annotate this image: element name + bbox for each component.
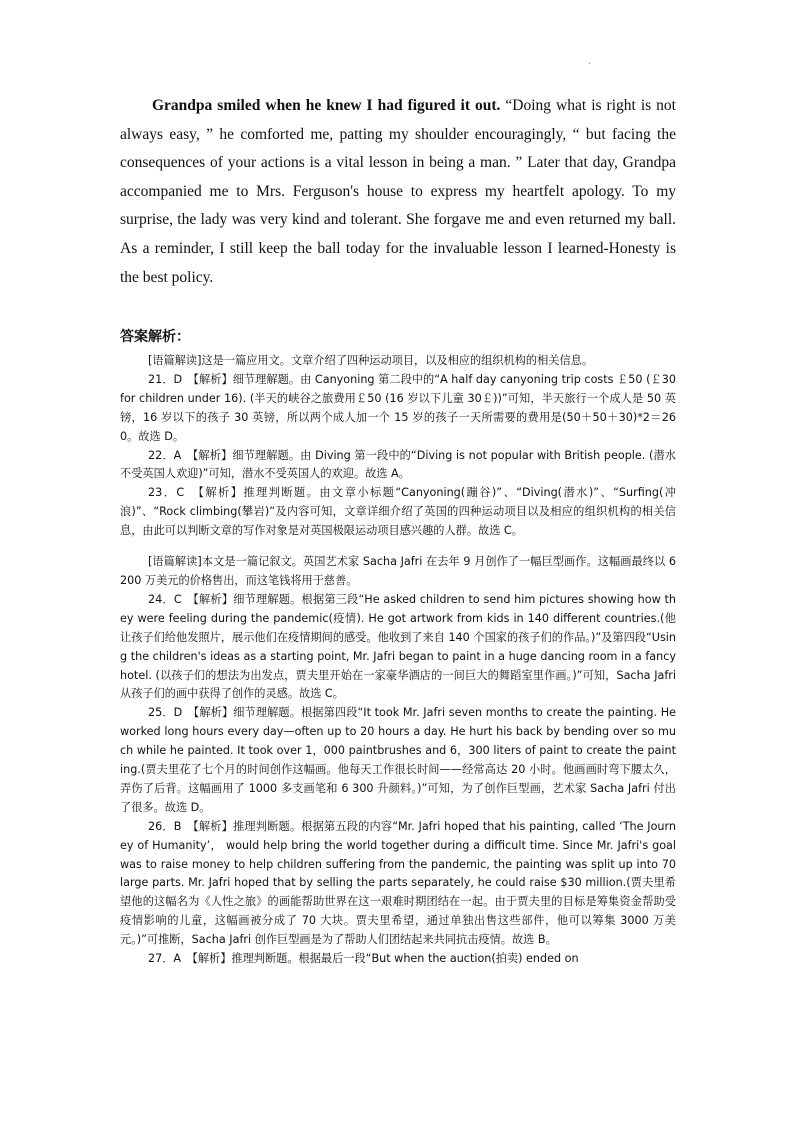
- page-mark: .: [588, 56, 592, 67]
- answer-26: 26．B 【解析】推理判断题。根据第五段的内容“Mr. Jafri hoped that his painting, called ‘The Journey of Humanity’， would help bring the world together during a difficult time. Since Mr. Jafri's goal was to raise money to help children suffering from the pandemic, the painting was split up into 70 large parts. Mr. Jafri hoped that by selling the parts separately, he could raise $30 million.(贾夫里希望他的这幅名为《人性之旅》的画能帮助世界在这一艰难时期团结在一起。由于贾夫里的目标是筹集资金帮助受疫情影响的儿童，这幅画被分成了 70 大块。贾夫里希望，通过单独出售这些部件，他可以筹集 3000 万美元。)”可推断，Sacha Jafri 创作巨型画是为了帮助人们团结起来共同抗击疫情。故选 B。: [120, 819, 676, 947]
- answer-analysis: [120, 352, 676, 969]
- story-text: “Doing what is right is not always easy, ” he comforted me, patting my shoulder encouragingly, “ but facing the consequences of your actions is a vital lesson in being a man. ” Later that day, Grandpa accompanied me to Mrs. Ferguson's house to express my heartfelt apology. To my surprise, the lady was very kind and tolerant. She forgave me and even returned my ball. As a reminder, I still keep the ball today for the invaluable lesson I learned-Honesty is the best policy.: [120, 97, 676, 286]
- answer-27: 27．A 【解析】推理判断题。根据最后一段“But when the auction(拍卖) ended on: [148, 952, 579, 966]
- answer-21: 21．D 【解析】细节理解题。由 Canyoning 第二段中的“A half day canyoning trip costs ￡50 (￡30 for children under 16). (半天的峡谷之旅费用￡50 (16 岁以下儿童 30￡))”可知，半天旅行一个成人是 50 英镑，16 岁以下的孩子 30 英镑，所以两个成人加一个 15 岁的孩子一天所需要的费用是(50＋50＋30)*2＝260。故选 D。: [120, 372, 676, 443]
- story-paragraph: [120, 92, 676, 292]
- section-gap: [120, 541, 676, 553]
- answer-24: 24．C 【解析】细节理解题。根据第三段“He asked children to send him pictures showing how they were feeling during the pandemic(疫情). He got artwork from kids in 140 different countries.(他让孩子们给他发照片，展示他们在疫情期间的感受。他收到了来自 140 个国家的孩子们的作品。)”及第四段“Using the children's ideas as a starting point, Mr. Jafri began to paint in a huge dancing room in a fancy hotel. (以孩子们的想法为出发点，贾夫里开始在一家豪华酒店的一间巨大的舞蹈室里作画。)”可知，Sacha Jafri 从孩子们的画中获得了创作的灵感。故选 C。: [120, 592, 676, 701]
- answer-23: 23．C 【解析】推理判断题。由文章小标题“Canyoning(蹦谷)”、“Diving(潜水)”、“Surfing(冲浪)”、“Rock climbing(攀岩)”及内容可知，文章详细介绍了英国的四种运动项目以及相应的组织机构的相关信息，由此可以判断文章的写作对象是对英国极限运动项目感兴趣的人群。故选 C。: [120, 486, 676, 538]
- answer-22: 22．A 【解析】细节理解题。由 Diving 第一段中的“Diving is not popular with British people. (潜水不受英国人欢迎)”可知，潜水不受英国人的欢迎。故选 A。: [120, 448, 676, 481]
- reading-note-2: [语篇解读]本文是一篇记叙文。英国艺术家 Sacha Jafri 在去年 9 月创作了一幅巨型画作。这幅画最终以 6200 万美元的价格售出，而这笔钱将用于慈善。: [120, 555, 676, 587]
- story-lead-bold: Grandpa smiled when he knew I had figured it out.: [152, 97, 501, 114]
- reading-note-1: [语篇解读]这是一篇应用文。文章介绍了四种运动项目，以及相应的组织机构的相关信息。: [148, 354, 594, 367]
- answers-heading: 答案解析：: [120, 329, 190, 345]
- answer-25: 25．D 【解析】细节理解题。根据第四段“It took Mr. Jafri seven months to create the painting. He worked long hours every day—often up to 20 hours a day. He hurt his back by bending over so much while he painted. It took over 1，000 paintbrushes and 6，300 liters of paint to create the painting.(贾夫里花了七个月的时间创作这幅画。他每天工作很长时间——经常高达 20 小时。他画画时弯下腰太久，弄伤了后背。这幅画用了 1000 多支画笔和 6 300 升颜料。)”可知，为了创作巨型画，艺术家 Sacha Jafri 付出了很多。故选 D。: [120, 706, 676, 814]
